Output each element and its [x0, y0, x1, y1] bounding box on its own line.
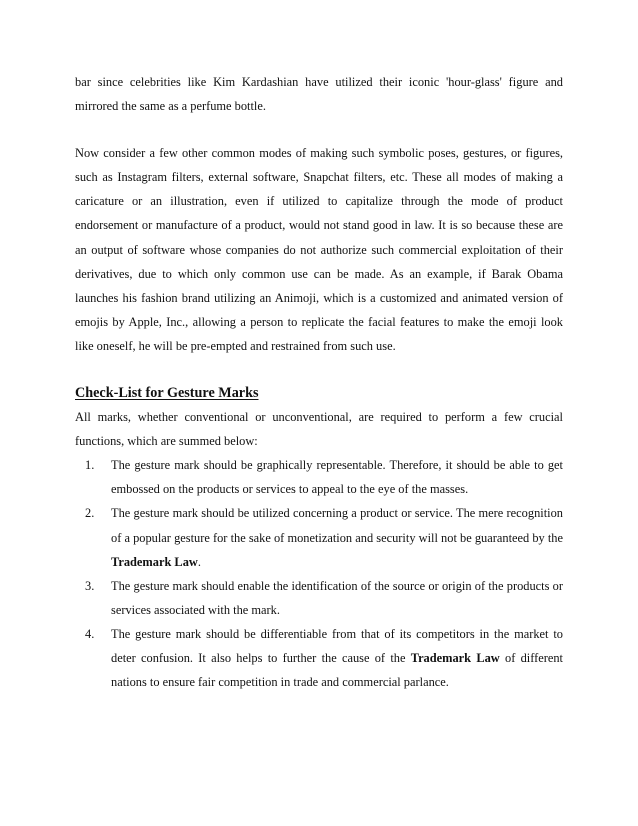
item-text-end: of different nations to ensure fair competition in trade and commercial parlance. [111, 650, 564, 690]
item-bold-term: Trademark Law [111, 554, 198, 569]
item-number: 1. [85, 458, 95, 473]
paragraph-software-derivatives: Now consider a few other common modes of making such symbolic poses, gestures, or figures, such as Instagram filters, external software, Snapchat filters, etc. These all modes of making a caricature or an illustration, even if utilized to capitalize through the mode of product endorsement or manufacture of a product, would not stand good in law. It is so because these are an output of software whose companies do not authorize such commercial exploitation of their derivatives, due to which only common use can be made. As an example, if Barak Obama launches his fashion brand utilizing an Animoji, which is a customized and animated version of emojis by Apple, Inc., allowing a person to replicate the facial features to make the emoji look like oneself, he will be pre-empted and restrained from such use. [75, 146, 563, 353]
checklist-item-4 [75, 622, 563, 694]
checklist-item-2 [75, 501, 563, 573]
checklist-item-1 [75, 453, 563, 501]
document-page [75, 70, 563, 694]
section-heading: Check-List for Gesture Marks [75, 385, 259, 402]
paragraph-continuation: bar since celebrities like Kim Kardashian have utilized their iconic 'hour-glass' figure and mirrored the same as a perfume bottle. [75, 75, 563, 114]
checklist-item-3 [75, 574, 563, 622]
section-intro: All marks, whether conventional or unconventional, are required to perform a few crucial functions, which are summed below: [75, 410, 563, 449]
checklist [75, 453, 563, 694]
item-number: 4. [85, 626, 95, 641]
item-text-end: . [197, 554, 201, 569]
item-number: 2. [85, 506, 95, 521]
item-text: The gesture mark should be graphically representable. Therefore, it should be able to get embossed on the products or services to appeal to the eye of the masses. [111, 458, 563, 497]
item-number: 3. [85, 578, 95, 593]
item-text: The gesture mark should enable the identification of the source or origin of the products or services associated with the mark. [111, 578, 563, 617]
item-text: The gesture mark should be utilized concerning a product or service. The mere recognition of a popular gesture for the sake of monetization and security will not be guaranteed by the [111, 506, 563, 545]
item-bold-term: Trademark Law [410, 650, 500, 665]
item-text: The gesture mark should be differentiable from that of its competitors in the market to deter confusion. It also helps to further the cause of the [111, 626, 563, 665]
